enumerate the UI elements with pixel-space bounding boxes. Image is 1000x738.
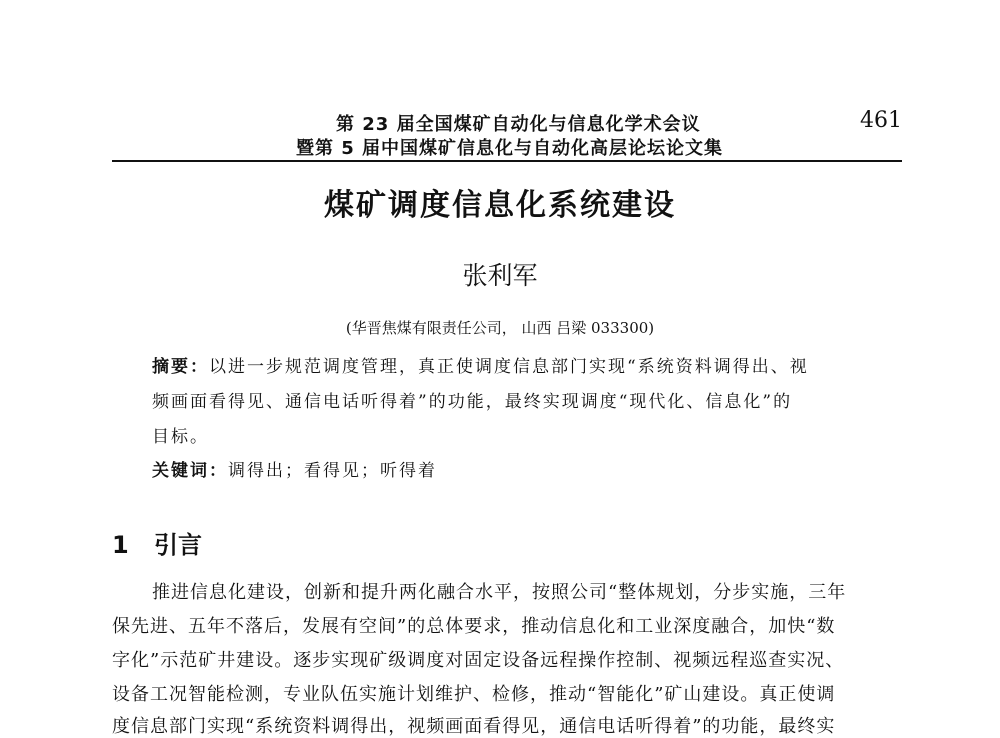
header-rule bbox=[112, 160, 902, 162]
section-title: 引言 bbox=[154, 531, 202, 559]
page-number: 461 bbox=[860, 108, 902, 133]
body-line-4: 设备工况智能检测，专业队伍实施计划维护、检修，推动“智能化”矿山建设。真正使调 bbox=[112, 684, 836, 705]
body-line-5: 度信息部门实现“系统资料调得出，视频画面看得见，通信电话听得着”的功能，最终实 bbox=[112, 716, 836, 737]
article-title: 煤矿调度信息化系统建设 bbox=[324, 188, 676, 223]
affiliation: (华晋焦煤有限责任公司， 山西 吕梁 033300) bbox=[345, 319, 655, 337]
abstract-line-1 bbox=[152, 352, 809, 377]
body-line-3: 字化”示范矿井建设。逐步实现矿级调度对固定设备远程操作控制、视频远程巡查实况、 bbox=[112, 650, 845, 671]
keywords-label: 关键词： bbox=[152, 461, 228, 481]
author-name: 张利军 bbox=[462, 261, 538, 290]
keywords-line bbox=[152, 456, 437, 481]
conference-title-line2: 暨第 5 届中国煤矿信息化与自动化高层论坛论文集 bbox=[296, 138, 724, 159]
body-line-2: 保先进、五年不落后，发展有空间”的总体要求，推动信息化和工业深度融合，加快“数 bbox=[112, 616, 836, 637]
abstract-text-1: 以进一步规范调度管理，真正使调度信息部门实现“系统资料调得出、视 bbox=[209, 357, 809, 377]
body-line-1: 推进信息化建设，创新和提升两化融合水平，按照公司“整体规划，分步实施，三年 bbox=[152, 582, 847, 603]
abstract-line-2: 频画面看得见、通信电话听得着”的功能，最终实现调度“现代化、信息化”的 bbox=[152, 392, 793, 412]
section-number: 1 bbox=[112, 531, 129, 559]
section-heading bbox=[112, 525, 202, 560]
abstract-line-3: 目标。 bbox=[152, 427, 209, 447]
abstract-label: 摘要： bbox=[152, 357, 209, 377]
conference-title-line1: 第 23 届全国煤矿自动化与信息化学术会议 bbox=[336, 114, 701, 135]
keywords-text: 调得出；看得见；听得着 bbox=[228, 461, 437, 481]
